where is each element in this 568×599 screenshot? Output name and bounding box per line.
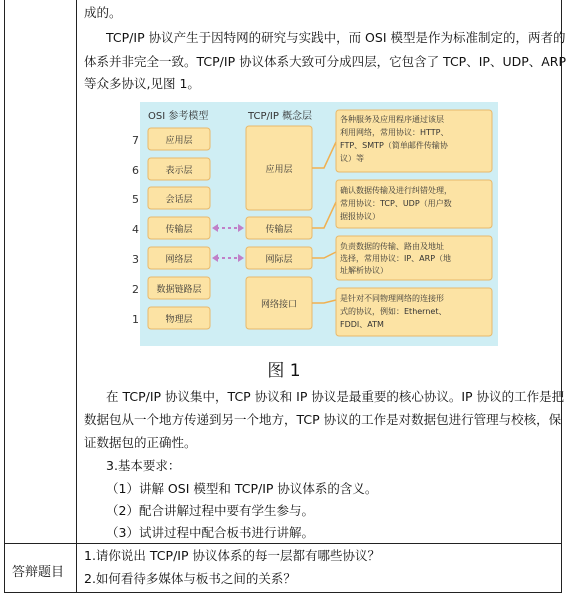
layer-number: 3 — [132, 253, 139, 266]
osi-layer-label: 应用层 — [165, 136, 193, 146]
description-text: FTP、SMTP（简单邮件传输协 — [340, 141, 448, 150]
arrow-head — [238, 224, 244, 232]
arrow-head — [212, 254, 218, 262]
paragraph-line: 数据包从一个地方传递到另一个地方，TCP 协议的工作是对数据包进行管理与校核，保 — [84, 412, 562, 427]
connector-line — [312, 142, 336, 168]
defense-question: 1.请你说出 TCP/IP 协议体系的每一层都有哪些协议？ — [84, 548, 380, 563]
osi-layer-label: 会话层 — [165, 195, 193, 205]
layer-number: 7 — [132, 134, 139, 147]
tcp-ip-diagram — [132, 102, 498, 346]
figure-caption: 图 1 — [267, 361, 301, 381]
layer-number: 4 — [132, 223, 139, 236]
osi-layer-label: 表示层 — [165, 166, 193, 176]
mapping-arrows — [216, 228, 240, 258]
requirement-item: （2）配合讲解过程中要有学生参与。 — [106, 503, 314, 518]
text-line: 成的。 — [84, 5, 122, 20]
paragraph-line: TCP/IP 协议产生于因特网的研究与实践中，而 OSI 模型是作为标准制定的，两者的 — [106, 30, 566, 45]
layer-number: 5 — [132, 193, 139, 206]
connectors — [312, 142, 336, 303]
description-text: 议）等 — [340, 154, 364, 163]
description-text: 是针对不同物理网络的连接形 — [340, 294, 444, 303]
requirement-item: （1）讲解 OSI 模型和 TCP/IP 协议体系的含义。 — [106, 481, 378, 496]
description-text: 址解析协议） — [340, 266, 388, 275]
osi-layer-label: 传输层 — [165, 225, 193, 235]
description-text: 式的协议，例如：Ethernet、 — [340, 307, 447, 316]
description-text: 负责数据的传输、路由及地址 — [340, 242, 444, 251]
arrow-head — [238, 254, 244, 262]
description-text: FDDI、ATM — [340, 320, 384, 329]
connector-line — [312, 252, 336, 258]
paragraph-line: 证数据包的正确性。 — [84, 435, 197, 450]
osi-layer-label: 网络层 — [165, 255, 193, 265]
arrow-head — [212, 224, 218, 232]
osi-layer-label: 数据链路层 — [156, 285, 202, 295]
requirements-title: 3.基本要求： — [106, 458, 181, 473]
description-text: 选择，常用协议：IP、ARP（地 — [340, 254, 452, 263]
defense-question: 2.如何看待多媒体与板书之间的关系？ — [84, 571, 296, 586]
tcp-title: TCP/IP 概念层 — [248, 111, 313, 122]
column-divider — [76, 0, 77, 593]
connector-line — [312, 300, 336, 303]
tcp-layer-label: 传输层 — [265, 225, 293, 235]
defense-label: 答辩题目 — [12, 565, 65, 580]
tcp-layer-label: 网络接口 — [260, 300, 298, 310]
tcp-layer-label: 网际层 — [265, 255, 293, 265]
description-text: 常用协议：TCP、UDP（用户数 — [340, 199, 452, 208]
layer-number: 2 — [132, 283, 139, 296]
osi-layer-label: 物理层 — [165, 315, 193, 325]
osi-title: OSI 参考模型 — [148, 111, 209, 122]
row-divider — [4, 543, 562, 544]
description-text: 利用网络，常用协议：HTTP、 — [340, 128, 449, 137]
layer-number: 1 — [132, 313, 139, 326]
description-text: 确认数据传输及进行纠错处理， — [340, 186, 452, 195]
tcp-layer-label: 应用层 — [265, 165, 293, 175]
paragraph-line: 等众多协议,见图 1。 — [84, 76, 200, 91]
figure-1 — [132, 102, 498, 346]
layer-number: 6 — [132, 164, 139, 177]
description-text: 据报协议） — [340, 212, 380, 221]
paragraph-line: 在 TCP/IP 协议集中，TCP 协议和 IP 协议是最重要的核心协议。IP 协议的工作是把 — [106, 389, 565, 404]
requirement-item: （3）试讲过程中配合板书进行讲解。 — [106, 525, 314, 540]
paragraph-line: 体系并非完全一致。TCP/IP 协议体系大致可分成四层，它包含了 TCP、IP、UDP、ARP — [84, 54, 567, 69]
description-text: 各种服务及应用程序通过该层 — [340, 115, 444, 124]
connector-line — [312, 202, 336, 228]
